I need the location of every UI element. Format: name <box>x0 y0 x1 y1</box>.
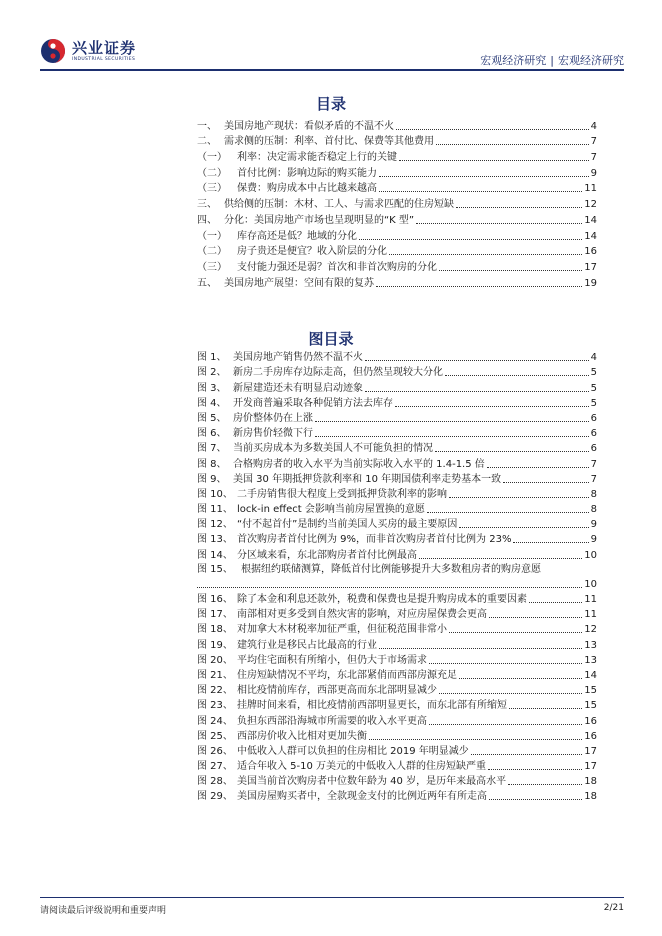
toc-entry-page: 16 <box>584 246 597 258</box>
figure-entry-page: 5 <box>590 367 597 379</box>
leader-dots <box>488 769 582 770</box>
leader-dots <box>379 191 582 192</box>
leader-dots <box>416 223 582 224</box>
figure-entry[interactable] <box>197 788 597 803</box>
toc-entry-number: （三） <box>197 261 227 273</box>
leader-dots <box>449 497 589 498</box>
figure-entry[interactable] <box>197 562 597 576</box>
figure-entry[interactable] <box>197 743 597 758</box>
figure-entry[interactable] <box>197 531 597 546</box>
figure-entry[interactable] <box>197 758 597 773</box>
figure-entry-label: 图 6、 <box>197 428 227 440</box>
toc-entry-title: 分化：美国房地产市场也呈现明显的“K 型” <box>224 214 415 226</box>
toc-entry[interactable] <box>197 274 597 290</box>
figure-entry[interactable] <box>197 501 597 516</box>
leader-dots <box>508 784 582 785</box>
toc-entry-page: 4 <box>590 120 597 132</box>
figure-entry-label: 图 4、 <box>197 397 227 409</box>
figure-entry-title: 中低收入人群可以负担的住房相比 2019 年明显减少 <box>237 745 469 757</box>
figure-entry-label: 图 27、 <box>197 761 233 773</box>
toc-entry-title: 供给侧的压制：木材、工人、与需求匹配的住房短缺 <box>224 199 454 211</box>
figure-entry-page: 9 <box>590 534 597 546</box>
leader-dots <box>369 739 582 740</box>
figure-entry-label: 图 5、 <box>197 412 227 424</box>
leader-dots <box>439 270 582 271</box>
figure-entry[interactable] <box>197 425 597 440</box>
toc-entry[interactable] <box>197 133 597 149</box>
toc-entry[interactable] <box>197 180 597 196</box>
toc-entry-page: 11 <box>584 183 597 195</box>
toc-entry-number: 一、 <box>197 120 217 132</box>
figure-entry-title: 挂牌时间来看，相比疫情前西部明显更长，而东北部有所缩短 <box>237 700 507 712</box>
leader-dots <box>379 648 582 649</box>
figure-entry-title: 开发商普遍采取各种促销方法去库存 <box>233 397 393 409</box>
figure-entry[interactable] <box>197 773 597 788</box>
figure-entry[interactable] <box>197 516 597 531</box>
figure-entry-title: 西部房价收入比相对更加失衡 <box>237 730 367 742</box>
figure-entry-title: 二手房销售很大程度上受到抵押贷款利率的影响 <box>237 488 447 500</box>
figure-entry[interactable] <box>197 395 597 410</box>
figure-entry-title: 住房短缺情况不平均，东北部紧俏而西部房源充足 <box>237 669 457 681</box>
figure-entry[interactable] <box>197 471 597 486</box>
figure-entry[interactable] <box>197 440 597 455</box>
figure-entry-label: 图 24、 <box>197 715 233 727</box>
figure-entry[interactable] <box>197 652 597 667</box>
industrial-securities-logo-icon <box>40 38 66 64</box>
figure-entry-page: 6 <box>590 412 597 424</box>
figure-entry[interactable] <box>197 364 597 379</box>
figure-entry-label: 图 13、 <box>197 534 233 546</box>
figure-entry[interactable] <box>197 379 597 394</box>
figure-entry-title: 新屋建造还未有明显启动迹象 <box>233 382 363 394</box>
leader-dots <box>456 207 582 208</box>
figure-entry-label: 图 16、 <box>197 594 233 605</box>
toc-entry-number: 四、 <box>197 214 217 226</box>
category-separator: | <box>550 54 554 67</box>
figure-entry-title: 首次购房者首付比例为 9%，而非首次购房者首付比例为 23% <box>237 534 512 546</box>
figure-entry-page: 9 <box>590 519 597 531</box>
toc-entry-page: 14 <box>584 230 597 242</box>
disclaimer-note: 请阅读最后评级说明和重要声明 <box>40 906 167 916</box>
leader-dots <box>365 360 589 361</box>
toc-entry-title: 需求侧的压制：利率、首付比、保费等其他费用 <box>224 136 434 148</box>
leader-dots <box>459 527 588 528</box>
figure-entry-page: 18 <box>584 776 597 788</box>
figure-entry[interactable] <box>197 606 597 621</box>
figure-list-title: 图目录 <box>308 330 354 348</box>
figure-entry-label: 图 1、 <box>197 352 227 364</box>
figure-entry[interactable] <box>197 621 597 636</box>
toc-entry-page: 19 <box>584 277 597 289</box>
figure-entry[interactable] <box>197 636 597 651</box>
figure-entry-title: 美国当前首次购房者中位数年龄为 40 岁，是历年来最高水平 <box>237 776 507 788</box>
page-footer <box>40 897 624 916</box>
figure-entry-page: 12 <box>584 624 597 636</box>
figure-entry[interactable] <box>197 667 597 682</box>
leader-dots <box>429 724 582 725</box>
figure-entry[interactable] <box>197 349 597 364</box>
toc-entry-title: 首付比例：影响边际的购买能力 <box>237 167 377 179</box>
figure-entry-label: 图 20、 <box>197 654 233 666</box>
toc-entry-number: 三、 <box>197 199 217 211</box>
toc-entry-page: 7 <box>590 136 597 148</box>
category-secondary: 宏观经济研究 <box>558 54 624 67</box>
figure-entry-page: 11 <box>584 609 597 621</box>
toc-entry-number: （二） <box>197 167 227 179</box>
leader-dots <box>449 632 582 633</box>
toc-entry-number: （一） <box>197 152 227 164</box>
figure-entry-label: 图 26、 <box>197 745 233 757</box>
leader-dots <box>471 754 582 755</box>
toc-entry-title: 房子贵还是便宜？收入阶层的分化 <box>237 246 387 258</box>
figure-entry-page: 17 <box>584 761 597 773</box>
leader-dots <box>435 451 589 452</box>
figure-entry-title: 负担东西部沿海城市所需要的收入水平更高 <box>237 715 427 727</box>
figure-entry-title: 南部相对更多受到自然灾害的影响，对应房屋保费会更高 <box>237 609 487 621</box>
leader-dots <box>399 160 589 161</box>
figure-entry-title: 美国房屋购买者中，全款现金支付的比例近两年有所走高 <box>237 791 487 803</box>
figure-entry-label: 图 15、 <box>197 563 233 575</box>
leader-dots <box>427 512 589 513</box>
figure-entry-title: 平均住宅面积有所缩小，但仍大于市场需求 <box>237 654 427 666</box>
figure-entry-label: 图 18、 <box>197 624 233 636</box>
figure-entry-page: 13 <box>584 654 597 666</box>
leader-dots <box>379 176 589 177</box>
leader-dots <box>503 482 588 483</box>
figure-entry[interactable] <box>197 591 597 606</box>
figure-entry-page: 5 <box>590 382 597 394</box>
leader-dots <box>395 406 589 407</box>
toc-entry[interactable] <box>197 227 597 243</box>
figure-entry-label: 图 25、 <box>197 730 233 742</box>
figure-entry-page: 5 <box>590 397 597 409</box>
figure-entry-page: 13 <box>584 639 597 651</box>
figure-entry-title: lock-in effect 会影响当前房屋置换的意愿 <box>237 504 425 516</box>
leader-dots <box>376 286 582 287</box>
toc-entry-title: 美国房地产现状：看似矛盾的不温不火 <box>224 120 394 132</box>
figure-entry-label: 图 10、 <box>197 488 233 500</box>
figure-entry-page: 10 <box>584 578 597 590</box>
figure-entry-label: 图 29、 <box>197 791 233 803</box>
leader-dots <box>445 375 589 376</box>
toc-title: 目录 <box>315 95 346 113</box>
toc-entry[interactable] <box>197 195 597 211</box>
leader-dots <box>419 558 582 559</box>
toc-entry-title: 支付能力强还是弱？首次和非首次购房的分化 <box>237 261 437 273</box>
figure-entry-page: 8 <box>590 504 597 516</box>
leader-dots <box>396 129 589 130</box>
logo-english-name: INDUSTRIAL SECURITIES <box>72 56 136 62</box>
figure-entry-title: 根据纽约联储测算，降低首付比例能够提升大多数租房者的购房意愿 <box>241 563 541 575</box>
leader-dots <box>487 467 589 468</box>
figure-entry-label: 图 7、 <box>197 443 227 455</box>
figure-entry-title: 对加拿大木材税率加征严重，但征税范围非常小 <box>237 624 447 636</box>
toc-entry[interactable] <box>197 117 597 133</box>
figure-entry-page: 6 <box>590 428 597 440</box>
leader-dots <box>459 678 582 679</box>
figure-entry-title: 除了本金和利息还款外，税费和保费也是提升购房成本的重要因素 <box>237 594 527 605</box>
figure-entry-page: 15 <box>584 685 597 697</box>
figure-entry-label: 图 17、 <box>197 609 233 621</box>
toc-entry-page: 9 <box>590 167 597 179</box>
report-category <box>480 52 624 68</box>
figure-entry-page: 16 <box>584 715 597 727</box>
figure-entry-title: 新房二手房库存边际走高，但仍然呈现较大分化 <box>233 367 443 379</box>
toc-entry[interactable] <box>197 148 597 164</box>
figure-entry-label: 图 22、 <box>197 685 233 697</box>
figure-entry-title: 分区域来看，东北部购房者首付比例最高 <box>237 549 417 561</box>
figure-list <box>197 349 597 803</box>
toc-entry-title: 美国房地产展望：空间有限的复苏 <box>224 277 374 289</box>
toc-entry[interactable] <box>197 258 597 274</box>
company-logo <box>40 38 136 64</box>
toc-entry-page: 14 <box>584 214 597 226</box>
leader-dots <box>315 436 589 437</box>
figure-entry-page: 8 <box>590 488 597 500</box>
figure-entry[interactable] <box>197 455 597 470</box>
header-divider <box>40 69 624 71</box>
figure-entry-page: 7 <box>590 473 597 485</box>
toc-entry-number: （一） <box>197 230 227 242</box>
figure-entry[interactable] <box>197 486 597 501</box>
toc-entry[interactable] <box>197 243 597 259</box>
figure-entry-page: 16 <box>584 730 597 742</box>
leader-dots <box>365 391 589 392</box>
table-of-contents <box>197 117 597 290</box>
toc-entry[interactable] <box>197 211 597 227</box>
figure-entry[interactable] <box>197 410 597 425</box>
toc-entry-title: 库存高还是低？地域的分化 <box>237 230 357 242</box>
figure-entry-label: 图 28、 <box>197 776 233 788</box>
figure-entry-page: 4 <box>590 352 597 364</box>
leader-dots <box>389 254 582 255</box>
figure-entry-title: 相比疫情前库存，西部更高而东北部明显减少 <box>237 685 437 697</box>
toc-entry-number: （三） <box>197 183 227 195</box>
leader-dots <box>439 693 582 694</box>
figure-entry-label: 图 8、 <box>197 458 227 470</box>
figure-entry-title: “付不起首付”是制约当前美国人买房的最主要原因 <box>237 519 458 531</box>
leader-dots <box>509 708 582 709</box>
figure-entry-page: 18 <box>584 791 597 803</box>
figure-entry[interactable] <box>197 697 597 712</box>
leader-dots <box>359 239 582 240</box>
figure-entry-title: 美国 30 年期抵押贷款利率和 10 年期国债利率走势基本一致 <box>233 473 502 485</box>
figure-entry-label: 图 2、 <box>197 367 227 379</box>
figure-entry-title: 适合年收入 5-10 万美元的中低收入人群的住房短缺严重 <box>237 761 487 773</box>
figure-entry-page: 15 <box>584 700 597 712</box>
figure-entry-page: 14 <box>584 669 597 681</box>
leader-dots <box>436 144 589 145</box>
leader-dots <box>529 602 582 603</box>
page-header <box>40 28 624 74</box>
leader-dots <box>429 663 582 664</box>
toc-entry-page: 17 <box>584 261 597 273</box>
leader-dots <box>489 617 582 618</box>
toc-entry[interactable] <box>197 164 597 180</box>
figure-entry[interactable] <box>197 728 597 743</box>
figure-entry[interactable] <box>197 682 597 697</box>
figure-entry[interactable] <box>197 712 597 727</box>
figure-entry-title: 美国房地产销售仍然不温不火 <box>233 352 363 364</box>
logo-chinese-name: 兴业证券 <box>72 38 137 57</box>
figure-entry-page: 7 <box>590 458 597 470</box>
figure-entry-label: 图 12、 <box>197 519 233 531</box>
figure-entry-label: 图 9、 <box>197 473 227 485</box>
leader-dots <box>197 587 582 588</box>
figure-entry-page: 11 <box>584 594 597 605</box>
figure-entry-label: 图 19、 <box>197 639 233 651</box>
leader-dots <box>489 799 582 800</box>
figure-entry-title: 房价整体仍在上涨 <box>233 412 313 424</box>
toc-entry-number: 二、 <box>197 136 217 148</box>
figure-entry-label: 图 14、 <box>197 549 233 561</box>
figure-entry-title: 建筑行业是移民占比最高的行业 <box>237 639 377 651</box>
toc-entry-number: （二） <box>197 246 227 258</box>
figure-entry-page: 10 <box>584 549 597 561</box>
toc-entry-page: 12 <box>584 199 597 211</box>
toc-entry-title: 保费：购房成本中占比越来越高 <box>237 183 377 195</box>
figure-entry-page: 6 <box>590 443 597 455</box>
leader-dots <box>315 421 589 422</box>
footer-divider <box>40 897 624 898</box>
page-number: 2/21 <box>603 903 624 913</box>
figure-entry-label: 图 3、 <box>197 382 227 394</box>
figure-entry[interactable] <box>197 546 597 561</box>
figure-entry-title: 当前买房成本为多数美国人不可能负担的情况 <box>233 443 433 455</box>
figure-entry-continuation[interactable] <box>197 576 597 591</box>
figure-entry-label: 图 23、 <box>197 700 233 712</box>
figure-entry-label: 图 11、 <box>197 504 233 516</box>
figure-entry-title: 合格购房者的收入水平为当前实际收入水平的 1.4-1.5 倍 <box>233 458 485 470</box>
figure-entry-title: 新房售价轻微下行 <box>233 428 313 440</box>
category-primary: 宏观经济研究 <box>480 54 547 67</box>
toc-entry-page: 7 <box>590 152 597 164</box>
leader-dots <box>513 542 588 543</box>
figure-entry-page: 17 <box>584 745 597 757</box>
figure-entry-label: 图 21、 <box>197 669 233 681</box>
toc-entry-title: 利率：决定需求能否稳定上行的关键 <box>237 152 397 164</box>
toc-entry-number: 五、 <box>197 277 217 289</box>
